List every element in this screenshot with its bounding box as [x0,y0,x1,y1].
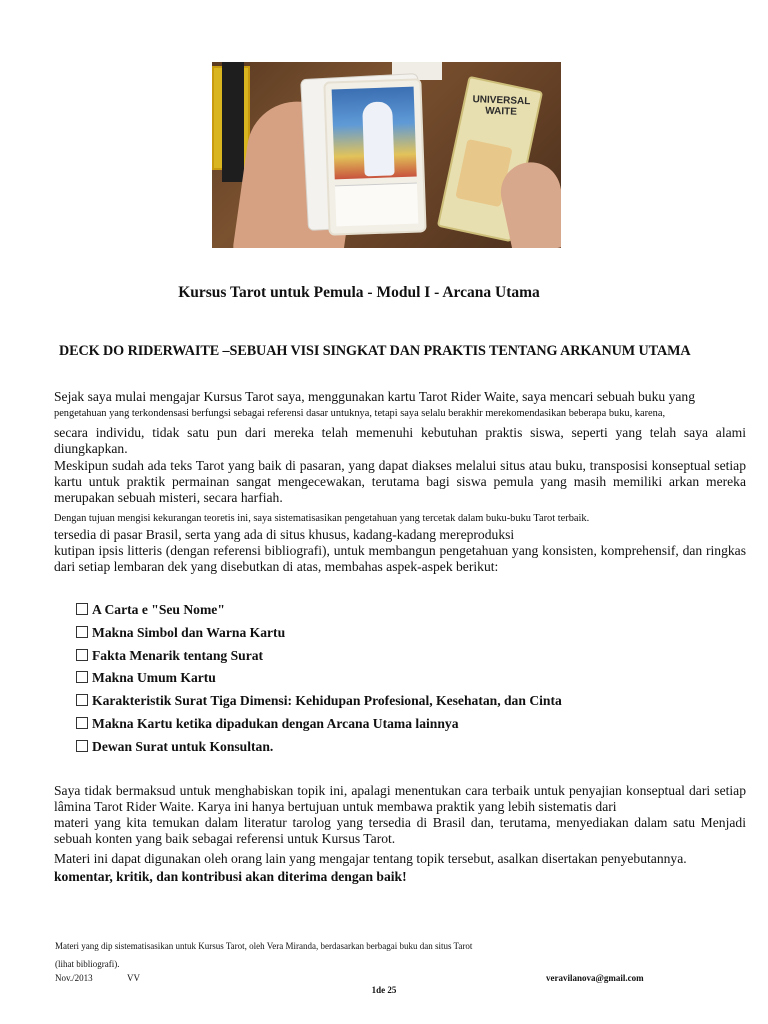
paragraph-5 [54,851,746,885]
list-item: Makna Simbol dan Warna Kartu [76,624,562,647]
para4-line-1: Saya tidak bermaksud untuk menghabiskan topik ini, apalagi menentukan cara terbaik untuk penyajian konseptual dari setiap lâmina Tarot Rider Waite. Karya ini hanya bertujuan untuk membawa praktik yang lebih sistematis dari [54,783,746,814]
aspect-list [76,601,562,761]
list-item: Makna Kartu ketika dipadukan dengan Arcana Utama lainnya [76,715,562,738]
card-artwork [332,87,417,180]
checkbox-bullet-icon [76,694,88,706]
list-item: A Carta e "Seu Nome" [76,601,562,624]
intro-line-2: pengetahuan yang terkondensasi berfungsi sebagai referensi dasar untuknya, tetapi saya selalu berakhir merekomendasikan beberapa buku, karena, [54,408,666,419]
card-figure [362,101,395,176]
para3-line-1: Dengan tujuan mengisi kekurangan teoretis ini, saya sistematisasikan pengetahuan yang tercetak dalam buku-buku Tarot terbaik. [54,513,590,524]
footer-initials: VV [127,973,140,983]
para3-line-2: tersedia di pasar Brasil, serta yang ada di situs khusus, kadang-kadang mereproduksi [54,527,515,542]
intro-line-1: Sejak saya mulai mengajar Kursus Tarot saya, menggunakan kartu Tarot Rider Waite, saya mencari sebuah buku yang [54,389,696,404]
checkbox-bullet-icon [76,740,88,752]
para5-line-2: komentar, kritik, dan kontribusi akan diterima dengan baik! [54,869,407,884]
document-title: Kursus Tarot untuk Pemula - Modul I - Arcana Utama [178,284,540,301]
section-subtitle: DECK DO RIDERWAITE –SEBUAH VISI SINGKAT DAN PRAKTIS TENTANG ARKANUM UTAMA [59,343,691,359]
intro-paragraph [54,389,746,457]
para5-line-1: Materi ini dapat digunakan oleh orang lain yang mengajar tentang topik tersebut, asalkan disertakan penyebutannya. [54,851,687,866]
checkbox-bullet-icon [76,603,88,615]
checkbox-bullet-icon [76,717,88,729]
list-item: Fakta Menarik tentang Surat [76,647,562,670]
list-item: Makna Umum Kartu [76,669,562,692]
para4-line-2: materi yang kita temukan dalam literatur tarolog yang tersedia di Brasil dan, terutama, menyediakan dalam satu Menjadi sebuah konten yang baik sebagai referensi untuk Kursus Tarot. [54,815,746,846]
footer-date: Nov./2013 [55,973,93,983]
paragraph-2: Meskipun sudah ada teks Tarot yang baik di pasaran, yang dapat diakses melalui situs atau buku, transposisi konseptual setiap kartu untuk praktik permainan sangat mengecewakan, terutama bagi siswa pemula yang masih memiliki arkan mereka merupakan sebuah misteri, secara harfiah. [54,458,746,505]
box-brand-label: UNIVERSAL WAITE [472,94,531,118]
page-number: 1de 25 [371,985,397,995]
cover-photo [212,62,561,248]
checkbox-bullet-icon [76,649,88,661]
card-caption [335,183,418,227]
footer-email: veravilanova@gmail.com [546,973,644,983]
list-item: Dewan Surat untuk Konsultan. [76,738,562,761]
paragraph-4 [54,783,746,847]
footer-bibliography: (lihat bibliografi). [55,959,120,969]
tarot-card-star [323,78,426,235]
tarot-card-dark [222,62,244,182]
para3-line-3: kutipan ipsis litteris (dengan referensi bibliografi), untuk membangun pengetahuan yang konsisten, komprehensif, dan ringkas dari setiap lembaran dek yang disebutkan di atas, membahas aspek-aspek berikut: [54,543,746,574]
footer-credit: Materi yang dip sistematisasikan untuk Kursus Tarot, oleh Vera Miranda, berdasarkan berbagai buku dan situs Tarot [55,941,473,951]
checkbox-bullet-icon [76,671,88,683]
checkbox-bullet-icon [76,626,88,638]
intro-line-3: secara individu, tidak satu pun dari mereka telah memenuhi kebutuhan praktis siswa, seperti yang telah saya alami diungkapkan. [54,425,746,456]
paragraph-3 [54,511,746,575]
list-item: Karakteristik Surat Tiga Dimensi: Kehidupan Profesional, Kesehatan, dan Cinta [76,692,562,715]
